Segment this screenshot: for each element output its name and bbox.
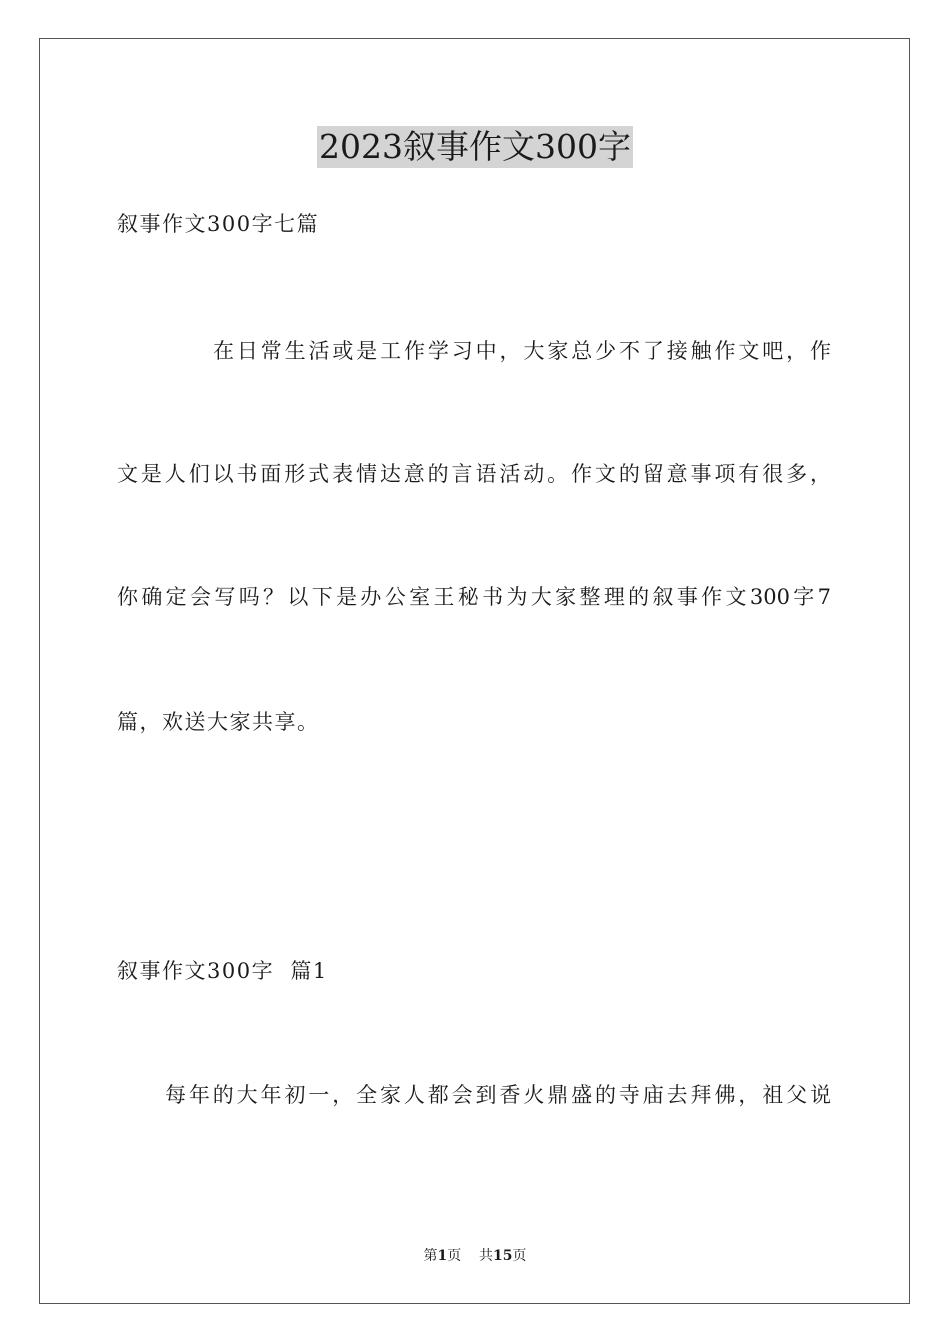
footer-page-number: 1: [437, 1248, 448, 1264]
body-line-1: 每年的大年初一，全家人都会到香火鼎盛的寺庙去拜佛，祖父说: [165, 1083, 831, 1107]
footer-total-suffix: 页: [512, 1248, 527, 1264]
page-footer: [0, 1247, 950, 1265]
section-heading: 叙事作文300字 篇1: [117, 959, 328, 983]
title-container: [0, 126, 950, 168]
intro-line-1: 在日常生活或是工作学习中，大家总少不了接触作文吧，作: [213, 339, 831, 363]
footer-total-prefix: 共: [479, 1248, 494, 1264]
footer-total-pages: 15: [493, 1248, 513, 1264]
intro-line-4: 篇，欢送大家共享。: [117, 710, 320, 734]
footer-page-suffix: 页: [447, 1248, 462, 1264]
document-title: 2023叙事作文300字: [319, 127, 631, 166]
footer-page-prefix: 第: [423, 1248, 438, 1264]
intro-line-3: 你确定会写吗？以下是办公室王秘书为大家整理的叙事作文300字7: [117, 585, 831, 609]
intro-line-2: 文是人们以书面形式表情达意的言语活动。作文的留意事项有很多，: [117, 462, 831, 486]
document-subtitle: 叙事作文300字七篇: [117, 212, 320, 236]
